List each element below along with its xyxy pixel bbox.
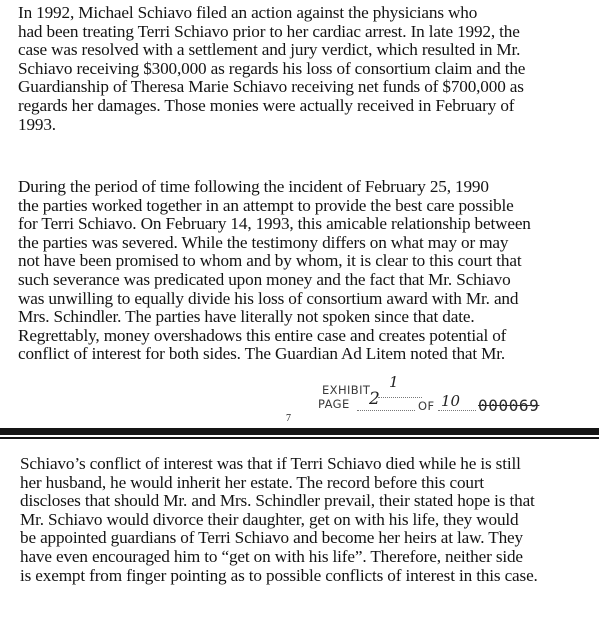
- exhibit-underline: [378, 397, 422, 398]
- bates-number: 000069: [478, 396, 540, 415]
- lower-page: [0, 439, 599, 635]
- page-divider-thick: [0, 428, 599, 435]
- page-label: PAGE: [318, 397, 350, 411]
- of-underline: [438, 410, 476, 411]
- page-underline: [357, 410, 415, 411]
- total-pages-number: 10: [441, 392, 461, 410]
- of-label: OF: [418, 399, 435, 413]
- paragraph-relationship: During the period of time following the incident of February 25, 1990 the parties worked together in an attempt to provide the best care possible for Terri Schiavo. On February 14, 1993, this amicable relationship between the parties was severed. While the testimony differs on what may or may not have been promised to whom and by whom, it is clear to this court that such severance was predicated upon money and the fact that Mr. Schiavo was unwilling to equally divide his loss of consortium award with Mr. and Mrs. Schindler. The parties have literally not spoken since that date. Regrettably, money overshadows this entire case and creates potential of conflict of interest for both sides. The Guardian Ad Litem noted that Mr.: [18, 177, 531, 364]
- paragraph-conflict-of-interest: Schiavo’s conflict of interest was that if Terri Schiavo died while he is still her husband, he would inherit her estate. The record before this court discloses that should Mr. and Mrs. Schindler prevail, their stated hope is that Mr. Schiavo would divorce their daughter, get on with his life, they would be appointed guardians of Terri Schiavo and become her heirs at law. They have even encouraged him to “get on with his life”. Therefore, neither side is exempt from finger pointing as to possible conflicts of interest in this case.: [20, 454, 538, 585]
- exhibit-label: EXHIBIT: [322, 383, 371, 397]
- page-mark: 7: [286, 413, 291, 424]
- page-number: 2: [369, 389, 380, 409]
- exhibit-number: 1: [389, 373, 399, 391]
- paragraph-settlement: In 1992, Michael Schiavo filed an action against the physicians who had been treating Terri Schiavo prior to her cardiac arrest. In late 1992, the case was resolved with a settlement and jury verdict, which resulted in Mr. Schiavo receiving $300,000 as regards his loss of consortium claim and the Guardianship of Theresa Marie Schiavo receiving net funds of $700,000 as regards her damages. Those monies were actually received in February of 1993.: [18, 3, 526, 134]
